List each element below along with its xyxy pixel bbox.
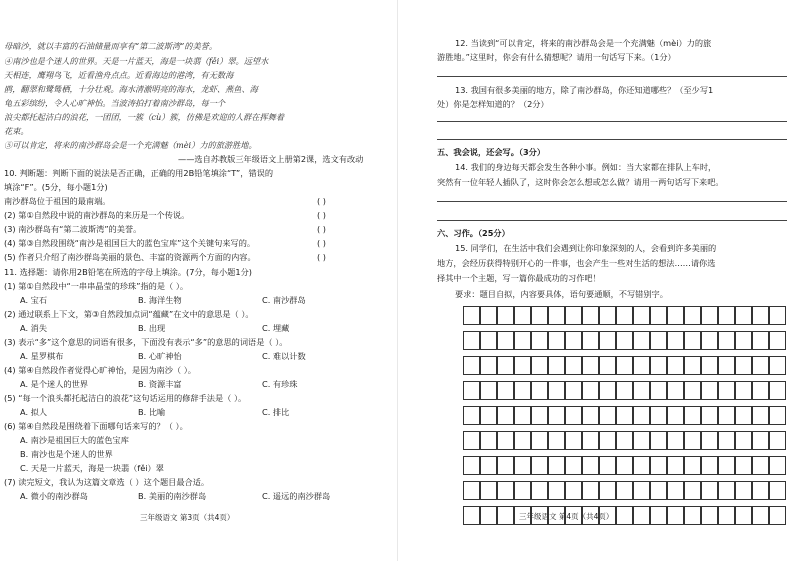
grid-cell[interactable] (565, 406, 582, 425)
answer-paren: ( ) (317, 196, 326, 206)
grid-cell[interactable] (514, 406, 531, 425)
option: B. 比喻 (138, 407, 166, 417)
grid-cell[interactable] (582, 356, 599, 375)
passage-line: 母暗沙，就以丰富的石油储量而享有“第二波斯湾”的美誉。 (4, 41, 218, 51)
q14-line: 突然有一位年轻人插队了，这时你会怎么想或怎么做？请用一两句话写下来吧。 (437, 177, 724, 187)
q11-question: (5) “每一个浪头都托起洁白的浪花”这句话运用的修辞手法是（ ）。 (4, 393, 247, 403)
q11-question: (4) 第④自然段作者觉得心旷神怡，是因为南沙（ ）。 (4, 365, 196, 375)
grid-cell[interactable] (701, 506, 718, 525)
grid-cell[interactable] (565, 431, 582, 450)
option: A. 微小的南沙群岛 (20, 491, 88, 501)
grid-cell[interactable] (480, 331, 497, 350)
right-page (397, 0, 794, 561)
grid-cell[interactable] (752, 356, 769, 375)
grid-cell[interactable] (752, 481, 769, 500)
q11-title: 11. 选择题：请你用2B铅笔在所选的字母上填涂。(7分，每小题1分) (4, 267, 252, 277)
grid-cell[interactable] (565, 456, 582, 475)
option: B. 资源丰富 (138, 379, 182, 389)
grid-cell[interactable] (463, 456, 480, 475)
grid-cell[interactable] (497, 306, 514, 325)
grid-cell[interactable] (497, 431, 514, 450)
grid-cell[interactable] (769, 456, 786, 475)
grid-cell[interactable] (752, 306, 769, 325)
grid-cell[interactable] (701, 481, 718, 500)
grid-cell[interactable] (531, 456, 548, 475)
grid-cell[interactable] (650, 431, 667, 450)
grid-cell[interactable] (735, 381, 752, 400)
grid-cell[interactable] (650, 456, 667, 475)
option: B. 南沙也是个迷人的世界 (20, 449, 113, 459)
grid-cell[interactable] (701, 456, 718, 475)
grid-cell[interactable] (548, 431, 565, 450)
grid-cell[interactable] (599, 431, 616, 450)
grid-cell[interactable] (667, 331, 684, 350)
grid-cell[interactable] (650, 381, 667, 400)
grid-cell[interactable] (582, 431, 599, 450)
section-6-title: 六、习作。（25分） (437, 228, 510, 238)
option: C. 排比 (262, 407, 290, 417)
grid-cell[interactable] (667, 356, 684, 375)
passage-line: 浪尖都托起洁白的浪花，一团团，一簇（cù）簇，仿佛是欢迎的人群在挥舞着 (4, 112, 285, 122)
answer-paren: ( ) (317, 224, 326, 234)
grid-cell[interactable] (616, 306, 633, 325)
grid-cell[interactable] (531, 381, 548, 400)
grid-cell[interactable] (616, 381, 633, 400)
grid-cell[interactable] (514, 481, 531, 500)
grid-cell[interactable] (497, 481, 514, 500)
grid-cell[interactable] (684, 431, 701, 450)
page-footer: 三年级语文 第3页（共4页） (140, 513, 235, 522)
grid-cell[interactable] (497, 506, 514, 525)
option: A. 消失 (20, 323, 48, 333)
grid-cell[interactable] (701, 331, 718, 350)
option: C. 难以计数 (262, 351, 306, 361)
grid-cell[interactable] (514, 431, 531, 450)
grid-cell[interactable] (565, 481, 582, 500)
grid-cell[interactable] (548, 381, 565, 400)
q10-item: (3) 南沙群岛有“第二波斯湾”的美誉。 (4, 224, 142, 234)
grid-cell[interactable] (735, 406, 752, 425)
grid-cell[interactable] (463, 331, 480, 350)
grid-cell[interactable] (514, 306, 531, 325)
grid-cell[interactable] (497, 331, 514, 350)
grid-cell[interactable] (752, 456, 769, 475)
grid-cell[interactable] (480, 456, 497, 475)
grid-cell[interactable] (616, 356, 633, 375)
grid-cell[interactable] (718, 306, 735, 325)
grid-cell[interactable] (514, 331, 531, 350)
grid-cell[interactable] (701, 306, 718, 325)
q15-line: 15. 同学们，在生活中我们会遇到让你印象深刻的人，会看到许多美丽的 (455, 243, 717, 253)
grid-cell[interactable] (701, 431, 718, 450)
grid-cell[interactable] (548, 456, 565, 475)
option: A. 星罗棋布 (20, 351, 64, 361)
q11-question: (1) 第①自然段中“一串串晶莹的珍珠”指的是（ ）。 (4, 281, 189, 291)
grid-cell[interactable] (684, 456, 701, 475)
grid-cell[interactable] (718, 406, 735, 425)
grid-cell[interactable] (769, 306, 786, 325)
grid-cell[interactable] (684, 381, 701, 400)
grid-cell[interactable] (531, 506, 548, 525)
grid-cell[interactable] (735, 356, 752, 375)
q11-question: (7) 读完短文，我认为这篇文章选（ ）这个题目最合适。 (4, 477, 210, 487)
q10-title-2: 填涂“F”。(5分，每小题1分) (4, 182, 108, 192)
grid-cell[interactable] (548, 306, 565, 325)
grid-cell[interactable] (667, 506, 684, 525)
grid-cell[interactable] (531, 431, 548, 450)
grid-cell[interactable] (531, 481, 548, 500)
grid-cell[interactable] (633, 331, 650, 350)
option: A. 南沙是祖国巨大的蓝色宝库 (20, 435, 129, 445)
option: B. 出现 (138, 323, 166, 333)
grid-cell[interactable] (531, 406, 548, 425)
grid-cell[interactable] (667, 431, 684, 450)
grid-cell[interactable] (684, 356, 701, 375)
grid-cell[interactable] (480, 481, 497, 500)
grid-cell[interactable] (531, 331, 548, 350)
grid-cell[interactable] (633, 306, 650, 325)
grid-cell[interactable] (633, 356, 650, 375)
grid-cell[interactable] (514, 356, 531, 375)
grid-cell[interactable] (633, 431, 650, 450)
option: C. 南沙群岛 (262, 295, 306, 305)
answer-line[interactable] (437, 76, 787, 77)
grid-cell[interactable] (616, 506, 633, 525)
grid-cell[interactable] (718, 431, 735, 450)
q10-title: 10. 判断题：判断下面的说法是否正确，正确的用2B铅笔填涂“T”，错误的 (4, 168, 274, 178)
option: A. 宝石 (20, 295, 48, 305)
grid-cell[interactable] (599, 506, 616, 525)
q11-question: (3) 表示“多”这个意思的词语有很多，下面没有表示“多”的意思的词语是（ ）。 (4, 337, 288, 347)
grid-cell[interactable] (514, 506, 531, 525)
grid-cell[interactable] (701, 406, 718, 425)
grid-cell[interactable] (565, 356, 582, 375)
grid-cell[interactable] (565, 306, 582, 325)
grid-cell[interactable] (633, 481, 650, 500)
option: C. 遥远的南沙群岛 (262, 491, 331, 501)
q13-line: 13. 我国有很多美丽的地方，除了南沙群岛，你还知道哪些？（至少写1 (455, 85, 714, 95)
grid-cell[interactable] (463, 356, 480, 375)
grid-cell[interactable] (650, 306, 667, 325)
grid-cell[interactable] (718, 331, 735, 350)
grid-cell[interactable] (769, 356, 786, 375)
q14-line: 14. 我们的身边每天都会发生各种小事。例如：当大家都在排队上车时， (455, 162, 717, 172)
grid-cell[interactable] (497, 356, 514, 375)
option: A. 拟人 (20, 407, 48, 417)
grid-cell[interactable] (582, 506, 599, 525)
grid-cell[interactable] (616, 406, 633, 425)
grid-cell[interactable] (684, 306, 701, 325)
grid-cell[interactable] (497, 406, 514, 425)
grid-cell[interactable] (463, 381, 480, 400)
grid-cell[interactable] (650, 331, 667, 350)
q10-item: (4) 第③自然段围绕“南沙是祖国巨大的蓝色宝库”这个关键句来写的。 (4, 238, 256, 248)
grid-cell[interactable] (752, 381, 769, 400)
grid-cell[interactable] (650, 406, 667, 425)
passage-line: 花束。 (4, 126, 29, 136)
grid-cell[interactable] (497, 456, 514, 475)
answer-paren: ( ) (317, 210, 326, 220)
grid-cell[interactable] (582, 406, 599, 425)
grid-cell[interactable] (582, 481, 599, 500)
grid-cell[interactable] (599, 331, 616, 350)
grid-cell[interactable] (582, 456, 599, 475)
grid-cell[interactable] (769, 481, 786, 500)
grid-cell[interactable] (548, 481, 565, 500)
grid-cell[interactable] (684, 331, 701, 350)
grid-cell[interactable] (565, 331, 582, 350)
grid-cell[interactable] (684, 481, 701, 500)
grid-cell[interactable] (616, 456, 633, 475)
grid-cell[interactable] (582, 331, 599, 350)
answer-line[interactable] (437, 139, 787, 140)
option: B. 美丽的南沙群岛 (138, 491, 207, 501)
q11-question: (6) 第④自然段是围绕着下面哪句话来写的？（ ）。 (4, 421, 188, 431)
grid-cell[interactable] (752, 406, 769, 425)
section-5-title: 五、我会说，还会写。（3分） (437, 147, 546, 157)
grid-cell[interactable] (480, 431, 497, 450)
q13-line: 处）你是怎样知道的？（2分） (437, 99, 549, 109)
passage-line: ⑤可以肯定，将来的南沙群岛会是一个充满魅（mèi）力的旅游胜地。 (4, 140, 257, 150)
grid-cell[interactable] (548, 331, 565, 350)
q10-item: (5) 作者只介绍了南沙群岛美丽的景色、丰富的资源两个方面的内容。 (4, 252, 256, 262)
grid-cell[interactable] (769, 331, 786, 350)
option: C. 天是一片蓝天，海是一块翡（fěi）翠 (20, 463, 164, 473)
grid-cell[interactable] (735, 506, 752, 525)
option: B. 心旷神怡 (138, 351, 182, 361)
grid-cell[interactable] (616, 431, 633, 450)
grid-cell[interactable] (769, 381, 786, 400)
option: A. 是个迷人的世界 (20, 379, 88, 389)
option: C. 有珍珠 (262, 379, 298, 389)
q10-item: 南沙群岛位于祖国的最南端。 (4, 196, 111, 206)
grid-cell[interactable] (752, 506, 769, 525)
page-footer: 三年级语文 第4页（共4页） (519, 512, 614, 521)
grid-cell[interactable] (633, 406, 650, 425)
grid-cell[interactable] (650, 506, 667, 525)
grid-cell[interactable] (735, 456, 752, 475)
answer-line[interactable] (437, 201, 787, 202)
grid-cell[interactable] (735, 431, 752, 450)
q15-line: 择其中一个主题，写一篇你最成功的习作吧！ (437, 273, 601, 283)
answer-paren: ( ) (317, 238, 326, 248)
grid-cell[interactable] (514, 381, 531, 400)
grid-cell[interactable] (718, 456, 735, 475)
grid-cell[interactable] (684, 506, 701, 525)
grid-cell[interactable] (599, 381, 616, 400)
grid-cell[interactable] (718, 356, 735, 375)
grid-cell[interactable] (599, 456, 616, 475)
grid-cell[interactable] (735, 481, 752, 500)
grid-cell[interactable] (667, 381, 684, 400)
grid-cell[interactable] (650, 356, 667, 375)
q10-item: (2) 第①自然段中说的南沙群岛的来历是一个传说。 (4, 210, 190, 220)
grid-cell[interactable] (769, 431, 786, 450)
grid-cell[interactable] (633, 506, 650, 525)
grid-cell[interactable] (616, 481, 633, 500)
grid-cell[interactable] (582, 381, 599, 400)
grid-cell[interactable] (548, 406, 565, 425)
answer-paren: ( ) (317, 252, 326, 262)
grid-cell[interactable] (616, 331, 633, 350)
grid-cell[interactable] (718, 506, 735, 525)
q11-question: (2) 通过联系上下文，第③自然段加点词“蕴藏”在文中的意思是（ ）。 (4, 309, 254, 319)
option: B. 海洋生物 (138, 295, 182, 305)
grid-cell[interactable] (480, 381, 497, 400)
grid-cell[interactable] (480, 406, 497, 425)
grid-cell[interactable] (769, 506, 786, 525)
grid-cell[interactable] (548, 506, 565, 525)
grid-cell[interactable] (480, 306, 497, 325)
grid-cell[interactable] (463, 306, 480, 325)
grid-cell[interactable] (769, 406, 786, 425)
grid-cell[interactable] (667, 406, 684, 425)
grid-cell[interactable] (497, 381, 514, 400)
grid-cell[interactable] (684, 406, 701, 425)
grid-cell[interactable] (599, 356, 616, 375)
grid-cell[interactable] (633, 456, 650, 475)
grid-cell[interactable] (701, 356, 718, 375)
passage-line: 天相连，鹰翔鸟飞，近看渔舟点点。近看海边的港湾，有无数海 (4, 70, 234, 80)
grid-cell[interactable] (667, 306, 684, 325)
q12-line: 12. 当读到“可以肯定，将来的南沙群岛会是一个充满魅（mèi）力的旅 (455, 38, 712, 48)
grid-cell[interactable] (599, 481, 616, 500)
q15-line: 地方，会经历获得特别开心的一件事，也会产生一些对生活的想法……请你选 (437, 258, 716, 268)
grid-cell[interactable] (548, 356, 565, 375)
grid-cell[interactable] (531, 356, 548, 375)
requirements: 要求：题目自拟，内容要具体，语句要通顺，不写错别字。 (455, 289, 668, 299)
grid-cell[interactable] (667, 481, 684, 500)
answer-line[interactable] (437, 121, 787, 122)
grid-cell[interactable] (752, 431, 769, 450)
passage-line: 龟五彩缤纷，令人心旷神怡。当波涛拍打着南沙群岛，每一个 (4, 98, 226, 108)
grid-cell[interactable] (599, 406, 616, 425)
grid-cell[interactable] (480, 356, 497, 375)
grid-cell[interactable] (463, 406, 480, 425)
grid-cell[interactable] (650, 481, 667, 500)
grid-cell[interactable] (582, 306, 599, 325)
passage-line: ④南沙也是个迷人的世界。天是一片蓝天，海是一块翡（fěi）翠。远望水 (4, 56, 269, 66)
grid-cell[interactable] (718, 481, 735, 500)
grid-cell[interactable] (480, 506, 497, 525)
source-note: ——选自苏教版三年级语文上册第2课，选文有改动 (178, 154, 364, 164)
grid-cell[interactable] (463, 506, 480, 525)
grid-cell[interactable] (565, 381, 582, 400)
grid-cell[interactable] (599, 306, 616, 325)
grid-cell[interactable] (752, 331, 769, 350)
grid-cell[interactable] (565, 506, 582, 525)
option: C. 埋藏 (262, 323, 290, 333)
passage-line: 鸥，翻翠和鹭鸶栖，十分壮观。海水清澈明亮的海水，龙虾、燕鱼、海 (4, 84, 258, 94)
grid-cell[interactable] (718, 381, 735, 400)
grid-cell[interactable] (463, 431, 480, 450)
grid-cell[interactable] (531, 306, 548, 325)
q12-line: 游胜地。”这里时，你会有什么猜想呢？请用一句话写下来。（1分） (437, 52, 676, 62)
grid-cell[interactable] (463, 481, 480, 500)
grid-cell[interactable] (633, 381, 650, 400)
grid-cell[interactable] (667, 456, 684, 475)
grid-cell[interactable] (735, 331, 752, 350)
grid-cell[interactable] (514, 456, 531, 475)
grid-cell[interactable] (701, 381, 718, 400)
answer-line[interactable] (437, 220, 787, 221)
grid-cell[interactable] (735, 306, 752, 325)
